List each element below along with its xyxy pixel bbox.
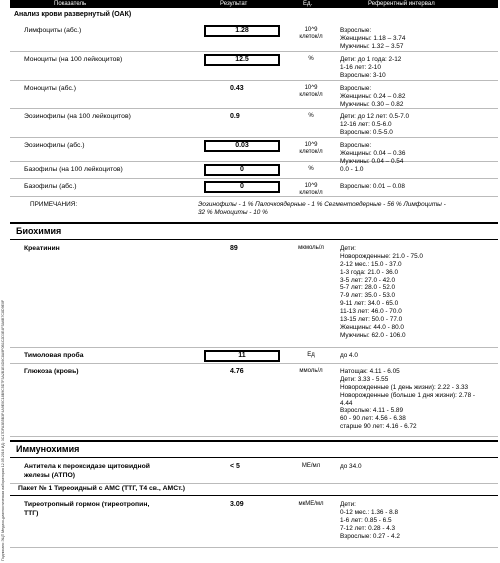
section-divider: [10, 440, 498, 442]
row-name: Базофилы (на 100 лейкоцитов): [24, 166, 123, 173]
unit-line: 10^9: [304, 183, 318, 189]
row-result: 0.43: [230, 85, 244, 92]
ref-line: Новорожденные (1 день жизни): 2.22 - 3.33: [340, 383, 469, 391]
package-underline: [10, 495, 498, 496]
ref-line: Взрослые: 0.27 - 4.2: [340, 532, 400, 540]
creatinine-unit: мкмоль/л: [298, 245, 324, 251]
ref-line: 60 - 90 лет: 4.56 - 6.38: [340, 415, 406, 423]
ref-line: Женщины: 44.0 - 80.0: [340, 323, 404, 331]
table-row: [10, 498, 498, 548]
ref-line: Дети:: [340, 501, 356, 508]
ttg-name-line2: ТТГ): [24, 510, 39, 517]
ref-line: Взрослые: 0.5-5.0: [340, 128, 393, 136]
atpo-unit: МЕ/мл: [301, 463, 321, 469]
row-result: 0: [204, 164, 280, 176]
header-unit: Ед.: [303, 1, 313, 7]
table-row: [10, 139, 498, 165]
row-ref: [340, 113, 409, 137]
row-result: 12.5: [204, 54, 280, 66]
ref-line: старше 90 лет: 4.16 - 6.72: [340, 423, 417, 431]
row-unit: [296, 27, 326, 41]
section-underline: [10, 239, 498, 240]
section-divider: [10, 222, 498, 224]
ref-line: Мужчины: 1.32 – 3.57: [340, 42, 404, 50]
header-name: Показатель: [54, 1, 87, 7]
table-row: [10, 163, 498, 179]
table-row: [10, 242, 498, 348]
ref-line: Натощак: 4.11 - 6.05: [340, 368, 400, 375]
notes-line2: 32 % Моноциты - 10 %: [198, 209, 268, 216]
table-row: [10, 110, 498, 138]
table-row: [10, 349, 498, 364]
row-name: Лимфоциты (абс.): [24, 27, 82, 34]
glucose-unit: ммоль/л: [299, 368, 323, 374]
row-name: Моноциты (абс.): [24, 85, 77, 92]
ref-line: Дети: до 12 лет: 0.5-7.0: [340, 113, 410, 120]
atpo-ref: до 34.0: [340, 463, 362, 470]
package-title: Пакет № 1 Тиреоидный с АМС (ТТГ, Т4 св., АМСт.): [18, 485, 186, 492]
ref-line: Женщины: 1.18 – 3.74: [340, 34, 406, 42]
unit-line: %: [308, 56, 314, 62]
ref-line: Взрослые:: [340, 142, 372, 149]
table-row: [10, 460, 498, 484]
glucose-ref: [340, 368, 475, 431]
creatinine-result: 89: [230, 245, 238, 252]
ref-line: Взрослые: 3-10: [340, 71, 386, 79]
row-unit: [296, 183, 326, 197]
ttg-unit: мкМЕ/мл: [298, 501, 324, 507]
ref-line: Новорожденные (больше 1 дня жизни): 2.78 -: [340, 391, 476, 399]
row-unit: [296, 166, 326, 173]
ref-line: 1-6 лет: 0.85 - 6.5: [340, 516, 392, 524]
thymol-name: Тимоловая проба: [24, 352, 84, 359]
thymol-unit: Ед: [307, 352, 315, 358]
atpo-name-line2: железы (АТПО): [24, 472, 76, 479]
unit-line: %: [308, 113, 314, 119]
unit-line: клеток/л: [299, 34, 323, 41]
ref-line: Мужчины: 62.0 - 106.0: [340, 331, 406, 339]
unit-line: 10^9: [304, 27, 318, 33]
creatinine-ref: [340, 245, 423, 340]
row-result: 1.28: [204, 25, 280, 37]
row-name: Эозинофилы (абс.): [24, 142, 85, 149]
ref-line: Мужчины: 0.04 – 0.54: [340, 157, 404, 165]
header-ref: Референтный интервал: [368, 1, 435, 7]
row-ref: [340, 85, 405, 109]
table-row: [10, 365, 498, 437]
atpo-name-line1: Антитела к пероксидазе щитовидной: [24, 463, 150, 470]
row-ref: [340, 27, 405, 51]
ref-line: 1-3 года: 21.0 - 36.0: [340, 268, 399, 276]
unit-line: клеток/л: [299, 92, 323, 99]
ref-line: 7-12 лет: 0.28 - 4.3: [340, 524, 396, 532]
row-ref: [340, 56, 401, 80]
creatinine-name: Креатинин: [24, 245, 60, 252]
glucose-name: Глюкоза (кровь): [24, 368, 79, 375]
side-signature-text: Подписано ЭЦП Медико-диагностическая лаборатория 12.05.2016 ИД: 3C17DFA3B5B3F4A9E0C18B9C5D7F3A2B1E4D6C8A9F0B1C2D3E4F5A6B7C8D9E0F: [1, 299, 5, 561]
oak-title: Анализ крови развернутый (ОАК): [14, 11, 132, 18]
ref-line: Взрослые: 4.11 - 5.89: [340, 407, 404, 415]
row-result: 0: [204, 181, 280, 193]
ref-line: 0.0 - 1.0: [340, 166, 364, 173]
glucose-result: 4.76: [230, 368, 244, 375]
row-unit: [296, 56, 326, 63]
table-row: [10, 24, 498, 52]
row-name: Эозинофилы (на 100 лейкоцитов): [24, 113, 131, 120]
unit-line: %: [308, 166, 314, 172]
ref-line: Взрослые:: [340, 27, 372, 34]
section-underline: [10, 457, 498, 458]
ref-line: Дети: до 1 года: 2-12: [340, 56, 402, 63]
row-unit: [296, 142, 326, 156]
table-row: [10, 53, 498, 81]
ref-line: Мужчины: 0.30 – 0.82: [340, 100, 404, 108]
unit-line: 10^9: [304, 142, 318, 148]
ref-line: 13-15 лет: 50.0 - 77.0: [340, 316, 403, 324]
notes-label: ПРИМЕЧАНИЯ:: [30, 201, 78, 208]
section-title-bio: Биохимия: [16, 226, 62, 236]
atpo-result: < 5: [230, 463, 240, 470]
ref-line: 3-5 лет: 27.0 - 42.0: [340, 276, 396, 284]
ref-line: Дети: 3.33 - 5.55: [340, 375, 389, 383]
row-unit: [296, 113, 326, 120]
ref-line: 9-11 лет: 34.0 - 65.0: [340, 300, 399, 308]
ttg-name-line1: Тиреотропный гормон (тиреотропин,: [24, 501, 150, 508]
section-title-immuno: Иммунохимия: [16, 444, 80, 454]
row-result: 0.9: [230, 113, 240, 120]
row-ref: [340, 183, 405, 191]
ref-line: Взрослые:: [340, 85, 372, 92]
ref-line: 1-16 лет: 2-10: [340, 63, 381, 71]
ttg-ref: [340, 501, 400, 540]
ref-line: 0-12 мес.: 1.36 - 8.8: [340, 508, 399, 516]
ref-line: Женщины: 0.04 – 0.36: [340, 149, 406, 157]
ref-line: 12-16 лет: 0.5-6.0: [340, 120, 392, 128]
ref-line: 5-7 лет: 28.0 - 52.0: [340, 284, 396, 292]
row-ref: [340, 166, 363, 174]
notes-line1: Эозинофилы - 1 % Палочкоядерные - 1 % Сегментоядерные - 56 % Лимфоциты -: [198, 201, 446, 208]
unit-line: клеток/л: [299, 190, 323, 197]
ref-line: 7-9 лет: 35.0 - 53.0: [340, 292, 396, 300]
header-result: Результат: [220, 1, 248, 7]
table-row: [10, 82, 498, 109]
unit-line: 10^9: [304, 85, 318, 91]
ttg-result: 3.09: [230, 501, 244, 508]
ref-line: Новорожденные: 21.0 - 75.0: [340, 252, 423, 260]
ref-line: 11-13 лет: 46.0 - 70.0: [340, 308, 402, 316]
table-row: [10, 180, 498, 197]
ref-line: Дети:: [340, 245, 356, 252]
row-name: Базофилы (абс.): [24, 183, 77, 190]
ref-line: Взрослые: 0.01 – 0.08: [340, 183, 405, 190]
ref-line: 4.44: [340, 399, 353, 407]
ref-line: Женщины: 0.24 – 0.82: [340, 92, 406, 100]
table-header: [10, 0, 498, 8]
thymol-ref: до 4.0: [340, 352, 358, 359]
ref-line: 2-12 мес.: 15.0 - 37.0: [340, 260, 402, 268]
row-result: 0.03: [204, 140, 280, 152]
row-name: Моноциты (на 100 лейкоцитов): [24, 56, 123, 63]
row-unit: [296, 85, 326, 99]
unit-line: клеток/л: [299, 149, 323, 156]
thymol-result: 11: [204, 350, 280, 362]
